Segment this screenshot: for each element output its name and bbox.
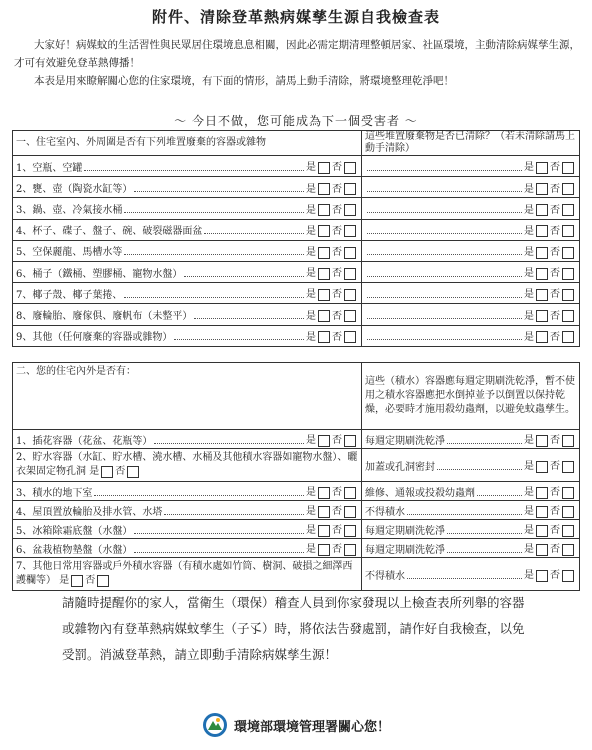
item-cell [13,449,362,482]
no-checkbox[interactable] [562,310,574,322]
yes-label: 是 [524,289,534,301]
item-label: 2、甕、壺（陶瓷水缸等） [16,183,133,195]
yes-label: 是 [306,506,316,518]
table-row [13,520,580,539]
yes-label: 是 [306,331,316,343]
action-cell [362,520,580,539]
dot-leader [94,487,304,496]
no-checkbox[interactable] [344,525,356,537]
item-options [306,222,358,238]
cleared-cell [362,198,580,219]
no-label: 否 [332,225,342,237]
dot-leader [367,268,522,277]
action-options [524,483,576,499]
closing-paragraph: 請隨時提醒你的家人，當衛生（環保）稽查人員到你家發現以上檢查表所列舉的容器或雜物內有登革熱病媒蚊孳生（子孓）時，將依法告發處罰，請作好自我檢查，以免受罰。消滅登革熱，請立即動手清除病媒孳生源！ [62,595,525,662]
no-checkbox[interactable] [562,225,574,237]
yes-checkbox[interactable] [318,310,330,322]
item-label: 9、其他（任何廢棄的容器或雜物） [16,332,173,344]
cleared-options [524,243,576,259]
item-cell [13,520,362,539]
yes-label: 是 [524,435,534,447]
no-checkbox[interactable] [562,487,574,499]
section2-header-right: 這些（積水）容器應每週定期刷洗乾淨，暫不使用之積水容器應把水倒掉並予以倒置以保持乾燥，必要時才施用殺幼蟲劑，以避免蚊蟲孳生。 [362,363,580,430]
action-cell [362,501,580,520]
item-label: 1、空瓶、空罐 [16,162,83,174]
yes-checkbox[interactable] [101,466,113,478]
yes-checkbox[interactable] [536,435,548,447]
table-row [13,283,580,304]
no-label: 否 [332,247,342,259]
yes-checkbox[interactable] [536,544,548,556]
no-checkbox[interactable] [562,506,574,518]
yes-label: 是 [306,162,316,174]
cleared-cell [362,219,580,240]
table-row [13,539,580,558]
yes-checkbox[interactable] [318,183,330,195]
action-cell [362,482,580,501]
no-checkbox[interactable] [344,487,356,499]
yes-checkbox[interactable] [318,544,330,556]
item-label: 6、桶子（鐵桶、塑膠桶、寵物水盤） [16,268,183,280]
yes-label: 是 [306,204,316,216]
intro-paragraph: 本表是用來瞭解關心您的住家環境，有下面的情形，請馬上動手清除，將環境整理乾淨吧！ [34,75,454,87]
table-row [13,430,580,449]
item-cell [13,539,362,558]
yes-checkbox[interactable] [536,331,548,343]
item-options [306,180,358,196]
item-options [306,201,358,217]
no-checkbox[interactable] [562,525,574,537]
action-label: 每週定期刷洗乾淨 [365,435,445,447]
item-options [306,158,358,174]
dot-leader [124,204,304,213]
action-label: 不得積水 [365,506,405,518]
yes-label: 是 [306,289,316,301]
yes-label: 是 [524,225,534,237]
table-row [13,304,580,325]
no-label: 否 [550,525,560,537]
yes-label: 是 [306,435,316,447]
yes-label: 是 [524,162,534,174]
yes-checkbox[interactable] [318,506,330,518]
yes-checkbox[interactable] [318,162,330,174]
dot-leader [367,331,522,340]
cleared-options [524,180,576,196]
action-label: 加蓋或孔洞密封 [365,461,435,473]
yes-checkbox[interactable] [536,162,548,174]
cleared-options [524,222,576,238]
item-label: 7、椰子殼、椰子葉捲、 [16,289,123,301]
yes-checkbox[interactable] [536,487,548,499]
no-checkbox[interactable] [562,183,574,195]
section1-header: 一、住宅室內、外周圍是否有下列堆置廢棄的容器或雜物 [13,131,362,156]
table-row [13,449,580,482]
dot-leader [164,506,304,515]
yes-label: 是 [59,575,70,586]
yes-label: 是 [306,525,316,537]
yes-label: 是 [524,570,534,582]
dot-leader [134,183,304,192]
dot-leader [154,435,304,444]
yes-label: 是 [89,466,100,477]
intro-paragraph: 大家好！病媒蚊的生活習性與民眾居住環境息息相關，因此必需定期清理整頓居家、社區環境，主動清除病媒孳生源，才可有效避免登革熱傳播！ [14,39,580,69]
no-label: 否 [332,487,342,499]
item-cell [13,219,362,240]
item-label: 1、插花容器（花盆、花瓶等） [16,435,153,447]
yes-label: 是 [524,544,534,556]
dot-leader [124,246,304,255]
item-cell [13,558,362,591]
dot-leader [447,435,522,444]
table-row [13,240,580,261]
yes-checkbox[interactable] [536,310,548,322]
cleared-cell [362,177,580,198]
no-label: 否 [332,289,342,301]
table-row [13,558,580,591]
cleared-options [524,285,576,301]
item-cell [13,482,362,501]
item-options [89,466,141,477]
yes-label: 是 [306,247,316,259]
dot-leader [367,310,522,319]
no-checkbox[interactable] [344,247,356,259]
no-label: 否 [332,544,342,556]
dot-leader [204,225,304,234]
dot-leader [134,544,304,553]
dot-leader [447,525,522,534]
dot-leader [194,310,304,319]
dot-leader [477,487,522,496]
item-label: 6、盆栽植物墊盤（水盤） [16,544,133,556]
item-label: 2、貯水容器（水缸、貯水槽、澆水槽、水桶及其他積水容器如寵物水盤）、曬衣架固定物孔洞 [16,452,358,477]
yes-label: 是 [524,204,534,216]
no-checkbox[interactable] [344,183,356,195]
intro [14,36,582,90]
yes-label: 是 [306,310,316,322]
dot-leader [367,246,522,255]
cleared-options [524,201,576,217]
action-label: 每週定期刷洗乾淨 [365,544,445,556]
yes-label: 是 [306,487,316,499]
no-label: 否 [332,183,342,195]
no-checkbox[interactable] [344,289,356,301]
item-cell [13,198,362,219]
dot-leader [367,183,522,192]
item-cell [13,325,362,346]
table-row [13,501,580,520]
no-checkbox[interactable] [344,225,356,237]
no-label: 否 [550,544,560,556]
footer [0,712,592,738]
cleared-options [524,158,576,174]
no-label: 否 [332,162,342,174]
cleared-cell [362,261,580,282]
item-cell [13,177,362,198]
yes-label: 是 [306,544,316,556]
motto: ～ 今日不做，您可能成為下一個受害者 ～ [174,114,418,128]
yes-checkbox[interactable] [318,247,330,259]
yes-checkbox[interactable] [318,204,330,216]
table-row [13,261,580,282]
yes-checkbox[interactable] [318,268,330,280]
item-label: 4、屋頂置放輪胎及排水管、水塔 [16,506,163,518]
yes-label: 是 [524,183,534,195]
dot-leader [367,289,522,298]
no-label: 否 [550,204,560,216]
no-label: 否 [332,204,342,216]
item-options [306,483,358,499]
no-checkbox[interactable] [562,162,574,174]
no-label: 否 [332,268,342,280]
dot-leader [134,525,304,534]
no-label: 否 [550,247,560,259]
no-checkbox[interactable] [344,435,356,447]
item-options [59,575,111,586]
action-options [524,431,576,447]
yes-label: 是 [524,487,534,499]
cleared-cell [362,304,580,325]
dot-leader [367,204,522,213]
yes-checkbox[interactable] [318,289,330,301]
dot-leader [407,506,522,515]
yes-checkbox[interactable] [536,506,548,518]
no-label: 否 [550,289,560,301]
no-checkbox[interactable] [562,544,574,556]
no-label: 否 [550,461,560,473]
yes-label: 是 [524,247,534,259]
yes-label: 是 [306,183,316,195]
yes-label: 是 [306,268,316,280]
yes-checkbox[interactable] [318,225,330,237]
yes-label: 是 [524,310,534,322]
yes-checkbox[interactable] [536,247,548,259]
item-label: 7、其他日常用容器或戶外積水容器（有積水處如竹筒、樹洞、破損之細澤西護欄等） [16,561,353,586]
yes-checkbox[interactable] [536,225,548,237]
item-options [306,502,358,518]
dot-leader [437,461,522,470]
checklist-table-2 [12,362,580,591]
item-options [306,285,358,301]
item-label: 8、廢輪胎、廢傢俱、廢帆布（未整平） [16,310,193,322]
no-label: 否 [332,525,342,537]
yes-checkbox[interactable] [536,204,548,216]
no-checkbox[interactable] [562,289,574,301]
action-options [524,540,576,556]
no-checkbox[interactable] [562,461,574,473]
yes-checkbox[interactable] [536,461,548,473]
yes-checkbox[interactable] [536,525,548,537]
no-checkbox[interactable] [344,268,356,280]
table-row [13,177,580,198]
section1-header-right: 這些堆置廢棄物是否已清除？（若未清除請馬上動手清除） [362,131,580,156]
environment-agency-logo-icon [202,712,228,738]
item-cell [13,283,362,304]
yes-label: 是 [524,331,534,343]
no-checkbox[interactable] [344,506,356,518]
yes-checkbox[interactable] [318,331,330,343]
item-label: 3、鍋、壺、冷氣接水桶 [16,204,123,216]
cleared-cell [362,156,580,177]
item-label: 5、空保麗龍、馬槽水等 [16,247,123,259]
table-row [13,219,580,240]
no-checkbox[interactable] [344,544,356,556]
yes-checkbox[interactable] [318,525,330,537]
cleared-options [524,307,576,323]
no-checkbox[interactable] [562,570,574,582]
no-label: 否 [550,268,560,280]
no-checkbox[interactable] [562,247,574,259]
no-checkbox[interactable] [127,466,139,478]
action-cell [362,430,580,449]
dot-leader [367,162,522,171]
dot-leader [184,268,304,277]
yes-checkbox[interactable] [536,268,548,280]
no-label: 否 [332,435,342,447]
item-options [306,328,358,344]
yes-label: 是 [524,461,534,473]
dot-leader [124,289,304,298]
yes-label: 是 [306,225,316,237]
checklist-table-1 [12,130,580,347]
no-label: 否 [550,331,560,343]
cleared-cell [362,325,580,346]
no-label: 否 [550,225,560,237]
action-cell [362,539,580,558]
no-checkbox[interactable] [344,331,356,343]
dot-leader [367,225,522,234]
no-label: 否 [332,331,342,343]
action-label: 維修、通報或投殺幼蟲劑 [365,487,475,499]
no-label: 否 [550,506,560,518]
no-label: 否 [85,575,96,586]
table-row [13,198,580,219]
no-label: 否 [550,570,560,582]
yes-checkbox[interactable] [536,289,548,301]
no-checkbox[interactable] [97,575,109,587]
action-options [524,502,576,518]
page-title: 附件、清除登革熱病媒孳生源自我檢查表 [151,8,440,26]
dot-leader [407,570,522,579]
cleared-options [524,328,576,344]
cleared-cell [362,283,580,304]
item-cell [13,304,362,325]
no-label: 否 [332,310,342,322]
no-checkbox[interactable] [562,268,574,280]
footer-text: 環境部環境管理署關心您！ [233,719,390,735]
table-row [13,482,580,501]
no-label: 否 [332,506,342,518]
action-options [524,457,576,473]
yes-label: 是 [524,525,534,537]
no-checkbox[interactable] [562,435,574,447]
item-options [306,540,358,556]
item-label: 3、積水的地下室 [16,487,93,499]
dot-leader [174,331,304,340]
no-label: 否 [550,183,560,195]
no-checkbox[interactable] [344,310,356,322]
item-cell [13,156,362,177]
action-options [524,566,576,582]
item-cell [13,240,362,261]
table-row [13,156,580,177]
no-checkbox[interactable] [344,162,356,174]
item-cell [13,261,362,282]
action-options [524,521,576,537]
item-label: 5、冰箱除霜底盤（水盤） [16,525,133,537]
dot-leader [84,162,304,171]
item-options [306,431,358,447]
yes-checkbox[interactable] [318,435,330,447]
yes-label: 是 [524,506,534,518]
no-checkbox[interactable] [562,204,574,216]
yes-checkbox[interactable] [71,575,83,587]
action-label: 每週定期刷洗乾淨 [365,525,445,537]
yes-label: 是 [524,268,534,280]
item-options [306,243,358,259]
item-options [306,307,358,323]
item-options [306,264,358,280]
no-checkbox[interactable] [344,204,356,216]
dot-leader [447,544,522,553]
yes-checkbox[interactable] [536,183,548,195]
closing-text [62,590,532,668]
no-label: 否 [550,435,560,447]
yes-checkbox[interactable] [536,570,548,582]
no-label: 否 [550,487,560,499]
no-label: 否 [550,162,560,174]
item-options [306,521,358,537]
item-cell [13,430,362,449]
table-row [13,325,580,346]
cleared-options [524,264,576,280]
no-label: 否 [550,310,560,322]
item-label: 4、杯子、碟子、盤子、碗、破裂磁器面盆 [16,226,203,238]
yes-checkbox[interactable] [318,487,330,499]
section2-header: 二、您的住宅內外是否有： [13,363,362,430]
action-cell [362,449,580,482]
action-label: 不得積水 [365,570,405,582]
no-label: 否 [115,466,126,477]
cleared-cell [362,240,580,261]
item-cell [13,501,362,520]
action-cell [362,558,580,591]
no-checkbox[interactable] [562,331,574,343]
